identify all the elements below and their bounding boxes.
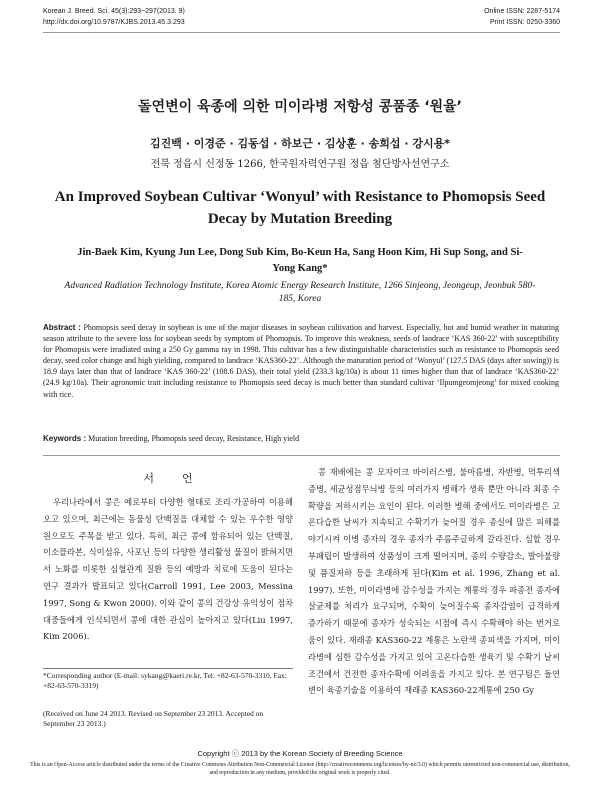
introduction-heading: 서 언 [143, 472, 193, 485]
doi-link[interactable]: http://dx.doi.org/10.9787/KJBS.2013.45.3.293 [43, 19, 185, 26]
left-column [43, 494, 293, 645]
online-issn: Online ISSN: 2287-5174 [484, 8, 560, 15]
keywords-text: Mutation breeding, Phomopsis seed decay, Resistance, High yield [88, 434, 300, 443]
journal-citation: Korean J. Breed. Sci. 45(3):293~297(2013. 9) [43, 8, 185, 15]
copyright-notice: Copyright ⓒ 2013 by the Korean Society of Breeding Science [197, 749, 403, 758]
abstract [43, 322, 559, 400]
intro-paragraph-2: 콩 재배에는 콩 모자이크 바이러스병, 불마름병, 자반병, 먹투리색증병, 세균성점무늬병 등의 여러가지 병해가 생육 뿐만 아니라 최종 수확량을 저하시키는 요인이 된다. 이러한 병해 중에서도 미이라병은 고온다습한 날씨가 지속되고 수확기가 늦어질 경우 종실에 많은 피해를 야기시켜 이병 종자의 경우 종자가 주름주글하게 갈라진다. 심할 경우 부패립이 발생하여 상품성이 크게 떨어지며, 종의 수량감소, 발아불량 및 품질저하 등을 초래하게 된다(Kim et al. 1996, Zhang et al. 1997). 또한, 미이라병에 감수성을 가지는 계통의 경우 파종전 종자에 살균제를 처리가 요구되며, 수확이 늦어질수록 종자감염이 급격하게 증가하기 때문에 종자가 성숙되는 시점에 즉시 수확해야 하는 번거로움이 있다. 재래종 KAS360-22 계통은 노란색 종피색을 가지며, 미이라병에 심한 감수성을 가지고 있어 고온다습한 생육기 및 수확기 날씨조건에서 건전한 종자수확에 어려움을 가지고 있다. 본 연구팀은 돌연변이 육종기술을 이용하여 재래종 KAS360-22계통에 250 Gy [308, 467, 560, 696]
korean-title: 돌연변이 육종에 의한 미이라병 저항성 콩품종 ‘원율’ [138, 99, 462, 115]
abstract-label: Abstract : [43, 323, 81, 332]
received-dates: (Received on June 24 2013. Revised on September 23 2013. Accepted on September 23 2013.) [43, 709, 264, 728]
keywords-label: Keywords : [43, 434, 87, 443]
right-column [308, 464, 560, 699]
korean-affiliation: 전북 정읍시 신정동 1266, 한국원자력연구원 정읍 첨단방사선연구소 [150, 159, 450, 170]
korean-authors: 김진백 · 이경준 · 김동섭 · 하보근 · 김상훈 · 송희섭 · 강시용* [150, 137, 450, 150]
keywords [43, 434, 559, 443]
keywords-divider [43, 455, 560, 456]
english-title: An Improved Soybean Cultivar ‘Wonyul’ with Resistance to Phomopsis Seed Decay by Mutation Breeding [54, 189, 546, 227]
intro-paragraph-1: 우리나라에서 콩은 예로부터 다양한 형태로 조리·가공하여 이용해오고 있으며, 최근에는 동물성 단백질을 대체할 수 있는 우수한 영양원으로도 주목을 받고 있다. 특히, 최근 콩에 함유되어 있는 단백질, 이소플라본, 식이섬유, 사포닌 등의 다양한 생리활성 물질이 밝혀지면서 노화를 비롯한 심혈관계 질환 등의 예방과 치료에 도움이 된다는 연구 결과가 발표되고 있다(Carroll 1991, Lee 2003, Messina 1997, Song & Kwon 2000). 이와 같이 콩의 건강상 유익성이 점차 대중들에게 인식되면서 콩에 대한 관심이 높아지고 있다(Liu 1997, Kim 2006). [43, 497, 293, 642]
abstract-text: Phomopsis seed decay in soybean is one of the major diseases in soybean cultivation and harvest. Especially, hot and humid weather in maturing season attribute to the severe loss for soybean seeds by symptom of Phomopsis. To improve this weakness, seeds of landrace ‘KAS 360-22’ with susceptibility for Phomopsis were irradiated using a 250 Gy gamma ray in 1998. This cultivar has a few distinguishable characteristics such as resistance to Phomopsis seed decay, seed color change and high yielding, compared to landrace ‘KAS360-22’. Although the maturation period of ‘Wonyul’ (127.5 DAS (days after sowing)) is 18.9 days later than that of landrace ‘KAS 360-22’ (108.6 DAS), their total yield (233.3 kg/10a) is about 11 times higher than that of landrace ‘KAS360-22’ (24.9 kg/10a). Their agronomic trait including resistance to Phomopsis seed decay is much better than standard cultivar ‘Ilpumgeomjeong’ for mixed cooking with rice. [43, 323, 560, 399]
english-affiliation: Advanced Radiation Technology Institute, Korea Atomic Energy Research Institute, 1266 Sinjeong, Jeongeup, Jeonbuk 580-185, Korea [64, 281, 536, 304]
header-divider [43, 32, 560, 33]
license-notice: This is an Open-Access article distributed under the terms of the Creative Commons Attribution Non-Commercial License (http://creativecommons.org/licenses/by-nc/3.0) which permits unrestricted non-commercial use, distribution, and reproduction in any medium, provided the original work is properly cited. [30, 762, 570, 776]
print-issn: Print ISSN: 0250-3360 [489, 19, 560, 26]
corresponding-author-note: *Corresponding author (E-mail: sykang@kaeri.re.kr, Tel: +82-63-570-3310, Fax: +82-63-570-3319) [43, 671, 287, 690]
journal-header-left [43, 6, 185, 28]
footnote-divider [43, 668, 293, 669]
english-authors: Jin-Baek Kim, Kyung Jun Lee, Dong Sub Kim, Bo-Keun Ha, Sang Hoon Kim, Hi Sup Song, and Si-Yong Kang* [77, 247, 523, 274]
journal-header-right [484, 6, 560, 28]
